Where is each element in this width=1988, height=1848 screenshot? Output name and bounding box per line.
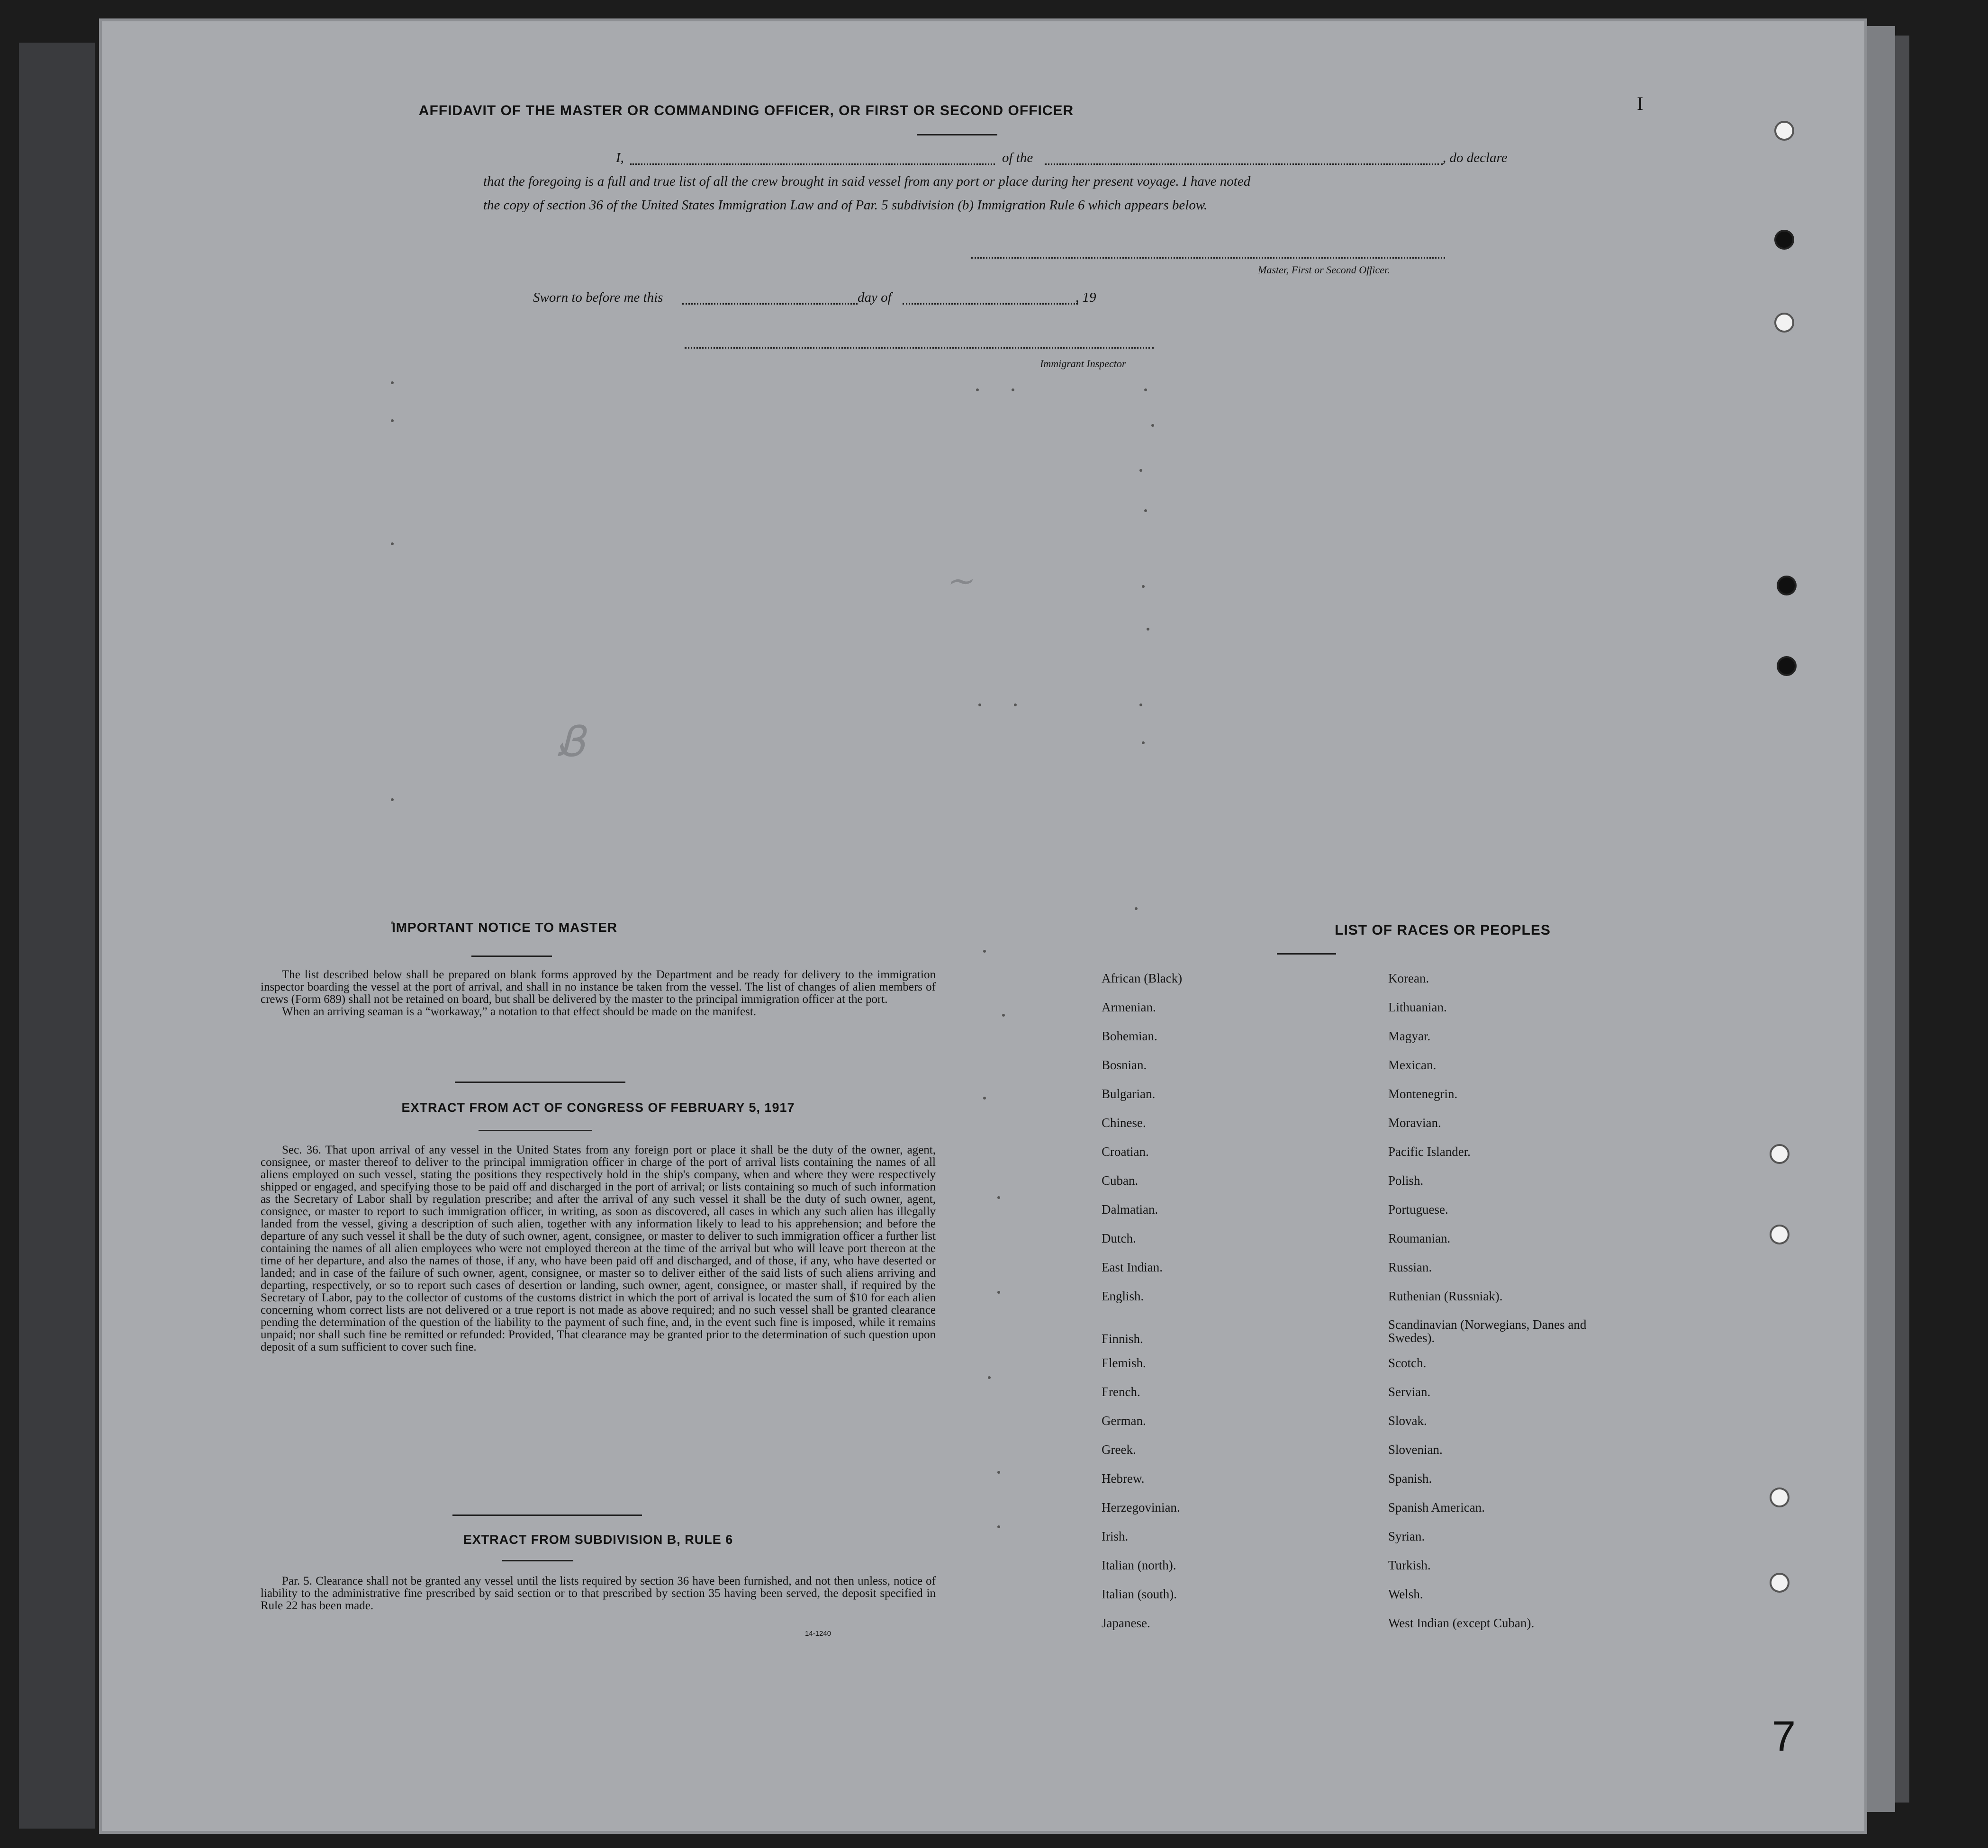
- race-list-item: Roumanian.: [1388, 1231, 1451, 1245]
- bleed-dot: [1142, 585, 1145, 588]
- bleed-dot: [1135, 907, 1138, 910]
- bleed-dot: [1139, 469, 1142, 472]
- vessel-blank: [1045, 163, 1443, 165]
- notice-paragraph-1: The list described below shall be prepared on blank forms approved by the Department and be ready for delivery to the immigration inspector boarding the vessel at the port of arrival, and shall in no instance be taken from the vessel. The list of changes of alien members of crews (Form 689) shall not be retained on board, but shall be delivered by the master to the principal immigration officer at the port.: [261, 968, 936, 1006]
- race-list-item: Dalmatian.: [1102, 1202, 1158, 1217]
- race-list-item: West Indian (except Cuban).: [1388, 1616, 1535, 1630]
- race-list-item: Montenegrin.: [1388, 1087, 1458, 1101]
- race-list-item: Scandinavian (Norwegians, Danes and Swedes).: [1388, 1317, 1587, 1345]
- faint-handwriting-mark: ∼: [945, 563, 973, 600]
- punch-hole-icon: [1770, 1487, 1789, 1507]
- rule-title-rule: [502, 1560, 573, 1561]
- punch-hole-icon: [1777, 656, 1797, 676]
- bleed-dot: [997, 1471, 1000, 1474]
- race-list-item: English.: [1102, 1289, 1144, 1303]
- bleed-dot: [1142, 741, 1145, 744]
- rule-title: EXTRACT FROM SUBDIVISION B, RULE 6: [463, 1532, 733, 1547]
- race-list-item: Korean.: [1388, 971, 1429, 985]
- punch-hole-icon: [1770, 1144, 1789, 1164]
- race-list-item: Herzegovinian.: [1102, 1500, 1180, 1514]
- act-body: [261, 1144, 936, 1353]
- notice-paragraph-2: When an arriving seaman is a “workaway,” a notation to that effect should be made on the manifest.: [282, 1005, 757, 1018]
- bleed-dot: [1012, 388, 1014, 391]
- race-list-item: Turkish.: [1388, 1558, 1431, 1572]
- act-title: EXTRACT FROM ACT OF CONGRESS OF FEBRUARY 5, 1917: [401, 1100, 795, 1115]
- race-list-item: Dutch.: [1102, 1231, 1136, 1245]
- race-list-item: Finnish.: [1102, 1332, 1143, 1346]
- punch-hole-icon: [1777, 576, 1797, 595]
- race-list-item: Irish.: [1102, 1529, 1129, 1543]
- race-list-item: Moravian.: [1388, 1116, 1441, 1130]
- race-list-item: Spanish American.: [1388, 1500, 1485, 1514]
- affidavit-title: AFFIDAVIT OF THE MASTER OR COMMANDING OFFICER, OR FIRST OR SECOND OFFICER: [418, 103, 1074, 118]
- races-title-rule: [1277, 953, 1336, 955]
- act-section-36-text: Sec. 36. That upon arrival of any vessel in the United States from any foreign port or place it shall be the duty of the owner, agent, consignee, or master thereof to deliver to the principal immigration officer in charge of the port of arrival lists containing the names of all aliens employed on such vessel, stating the positions they respectively hold in the ship's company, when and where they were respectively shipped or engaged, and specifying those to be paid off and discharged in the port of arrival; or lists containing so much of such information as the Secretary of Labor shall by regulation prescribe; and after the arrival of any such vessel it shall be the duty of such owner, agent, consignee, or master to report to such immigration officer, in writing, as soon as discovered, all cases in which any such alien has illegally landed from the vessel, giving a description of such alien, together with any information likely to lead to his apprehension; and before the departure of any such vessel it shall be the duty of such owner, agent, consignee, or master to deliver to such immigration officer a further list containing the names of all alien employees who were not employed thereon at the time of the arrival but who will leave port thereon at the time of her departure, and also the names of those, if any, who have been paid off and discharged, and of those, if any, who have deserted or landed; and in case of the failure of such owner, agent, consignee, or master so to deliver either of the said lists of such aliens arriving and departing, respectively, or so to report such cases of desertion or landing, such owner, agent, consignee, or master shall, if required by the Secretary of Labor, pay to the collector of customs of the customs district in which the port of arrival is located the sum of $10 for each alien concerning whom correct lists are not delivered or a true report is not made as above required; and no such vessel shall be granted clearance pending the determination of the question of the liability to the payment of such fine, and, in the event such fine is imposed, while it remains unpaid; nor shall such fine be remitted or refunded: Provided, That clearance may be granted prior to the determination of such question upon deposit of a sum sufficient to cover such fine.: [261, 1144, 936, 1353]
- race-list-item: Flemish.: [1102, 1356, 1146, 1370]
- race-list-item: Slovenian.: [1388, 1442, 1443, 1457]
- bleed-dot: [988, 1376, 991, 1379]
- affidavit-of-label: of the: [1002, 150, 1033, 165]
- bleed-dot: [1139, 703, 1142, 706]
- race-list-item: Chinese.: [1102, 1116, 1146, 1130]
- race-list-item: Russian.: [1388, 1260, 1432, 1274]
- inspector-label: Immigrant Inspector: [1040, 358, 1126, 370]
- race-list-item: Slovak.: [1388, 1414, 1427, 1428]
- race-list-item: Pacific Islander.: [1388, 1145, 1471, 1159]
- bleed-dot: [391, 419, 394, 422]
- affidavit-line-2: that the foregoing is a full and true list of all the crew brought in said vessel from any port or place during her present voyage. I have noted: [483, 174, 1251, 189]
- race-list-item: Welsh.: [1388, 1587, 1423, 1601]
- race-list-item: Japanese.: [1102, 1616, 1150, 1630]
- race-list-item: Greek.: [1102, 1442, 1136, 1457]
- punch-hole-icon: [1774, 230, 1794, 250]
- inspector-signature-blank: [685, 347, 1154, 349]
- sworn-month-blank: [903, 303, 1078, 305]
- corner-mark: 7: [1772, 1713, 1796, 1760]
- races-title: LIST OF RACES OR PEOPLES: [1335, 922, 1551, 938]
- name-blank: [630, 163, 995, 165]
- punch-hole-icon: [1774, 121, 1794, 141]
- race-list-item: Servian.: [1388, 1385, 1431, 1399]
- bleed-dot: [391, 381, 394, 384]
- bleed-dot: [1147, 628, 1149, 631]
- punch-hole-icon: [1770, 1225, 1789, 1244]
- bleed-dot: [978, 703, 981, 706]
- race-list-item: German.: [1102, 1414, 1146, 1428]
- faint-signature-mark: Ᏸ: [557, 719, 585, 766]
- notice-body: [261, 969, 936, 1018]
- race-list-item: Bohemian.: [1102, 1029, 1157, 1043]
- race-list-item: Italian (south).: [1102, 1587, 1177, 1601]
- page-edge: [1864, 26, 1895, 1812]
- bleed-dot: [1144, 388, 1147, 391]
- bleed-dot: [997, 1196, 1000, 1199]
- act-title-rule: [479, 1130, 592, 1131]
- affidavit-declare-label: , do declare: [1443, 150, 1508, 165]
- affidavit-line-3: the copy of section 36 of the United States Immigration Law and of Par. 5 subdivision (b) Immigration Rule 6 which appears below.: [483, 198, 1208, 213]
- race-list-item: French.: [1102, 1385, 1140, 1399]
- bleed-dot: [976, 388, 979, 391]
- bleed-dot: [1144, 509, 1147, 512]
- race-list-item: Lithuanian.: [1388, 1000, 1447, 1014]
- race-list-item: Bulgarian.: [1102, 1087, 1156, 1101]
- scan-left-strip: [19, 43, 95, 1829]
- section-rule: [452, 1514, 642, 1516]
- race-list-item: Portuguese.: [1388, 1202, 1448, 1217]
- title-underline: [917, 134, 997, 135]
- bleed-dot: [997, 1525, 1000, 1528]
- margin-mark: I: [1637, 93, 1644, 114]
- race-list-item: Spanish.: [1388, 1471, 1432, 1486]
- race-list-item: Magyar.: [1388, 1029, 1431, 1043]
- sworn-prefix: Sworn to before me this: [533, 290, 663, 305]
- race-list-item: Ruthenian (Russniak).: [1388, 1289, 1503, 1303]
- race-list-item: Mexican.: [1388, 1058, 1437, 1072]
- bleed-dot: [1151, 424, 1154, 427]
- sworn-day-blank: [682, 303, 858, 305]
- sworn-year-label: , 19: [1075, 290, 1096, 305]
- race-list-item: Bosnian.: [1102, 1058, 1147, 1072]
- manifest-page: [102, 21, 1864, 1831]
- sworn-day-label: day of: [858, 290, 892, 305]
- rule-body: [261, 1575, 936, 1612]
- affidavit-i-label: I,: [616, 150, 624, 165]
- race-list-item: Croatian.: [1102, 1145, 1149, 1159]
- race-list-item: Hebrew.: [1102, 1471, 1145, 1486]
- bleed-dot: [1014, 703, 1017, 706]
- signature-label: Master, First or Second Officer.: [1258, 264, 1390, 276]
- bleed-dot: [391, 798, 394, 801]
- bleed-dot: [983, 950, 986, 953]
- race-list-item: Polish.: [1388, 1173, 1424, 1188]
- punch-hole-icon: [1770, 1573, 1789, 1593]
- race-list-item: East Indian.: [1102, 1260, 1163, 1274]
- race-list-item: Italian (north).: [1102, 1558, 1176, 1572]
- punch-hole-icon: [1774, 313, 1794, 333]
- form-number: 14-1240: [805, 1630, 831, 1638]
- bleed-dot: [997, 1291, 1000, 1294]
- master-signature-blank: [971, 257, 1445, 259]
- page-edge-shadow: [1895, 36, 1909, 1803]
- race-list-item: Cuban.: [1102, 1173, 1139, 1188]
- race-list-item: Scotch.: [1388, 1356, 1427, 1370]
- bleed-dot: [983, 1097, 986, 1100]
- notice-title-rule: [471, 956, 552, 957]
- race-list-item: Armenian.: [1102, 1000, 1156, 1014]
- section-rule: [455, 1082, 625, 1083]
- rule-paragraph-5: Par. 5. Clearance shall not be granted any vessel until the lists required by section 36 have been furnished, and not then unless, notice of liability to the administrative fine prescribed by said section or to that prescribed by section 35 having been served, the deposit specified in Rule 22 has been made.: [261, 1575, 936, 1612]
- race-list-item: Syrian.: [1388, 1529, 1425, 1543]
- bleed-dot: [1002, 1014, 1005, 1017]
- bleed-dot: [391, 542, 394, 545]
- notice-title: IMPORTANT NOTICE TO MASTER: [391, 920, 618, 935]
- race-list-item: African (Black): [1102, 971, 1183, 985]
